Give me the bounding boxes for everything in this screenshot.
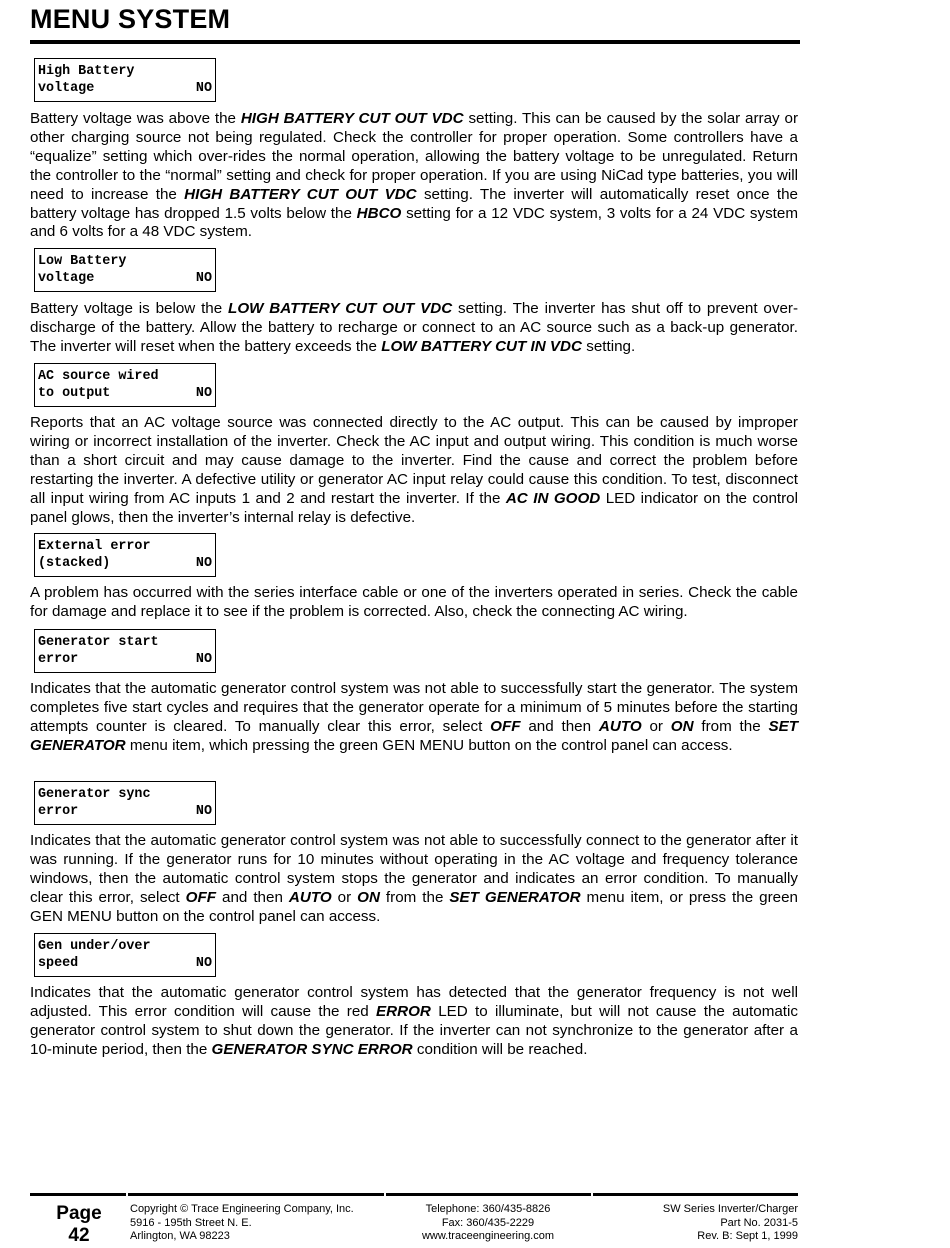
footer-copyright: Copyright © Trace Engineering Company, Inc. [130,1203,354,1215]
footer-company-info [130,1203,380,1244]
lcd-line-1: Low Battery [38,254,127,269]
paragraph-low-battery: Battery voltage is below the LOW BATTERY CUT OUT VDC setting. The inverter has shut off to prevent over-discharge of the battery. Allow the battery to recharge or connect to an AC source such as a back-up generator. The inverter will reset when the battery exceeds the LOW BATTERY CUT IN VDC setting. [30,300,798,355]
emphasized-term: LOW BATTERY CUT OUT VDC [228,300,453,317]
lcd-line-2-value: NO [195,956,212,971]
lcd-line-2-label: speed [38,956,79,971]
lcd-display-ac-source-wired [34,363,216,407]
lcd-display-external-error [34,533,216,577]
lcd-line-1: Gen under/over [38,939,151,954]
lcd-display-gen-under-over [34,933,216,977]
footer-revision: Rev. B: Sept 1, 1999 [697,1230,798,1242]
emphasized-term: LOW BATTERY CUT IN VDC [381,337,582,355]
lcd-line-1: Generator start [38,635,159,650]
lcd-display-generator-start [34,629,216,673]
emphasized-term: AUTO [288,888,332,906]
lcd-line-1: Generator sync [38,787,151,802]
footer-address-line-1: 5916 - 195th Street N. E. [130,1216,252,1229]
lcd-display-high-battery [34,58,216,102]
footer-rule-segment [386,1193,591,1196]
emphasized-term: HIGH BATTERY CUT OUT VDC [184,185,417,203]
footer-part-number: Part No. 2031-5 [720,1216,798,1229]
footer-address-line-2: Arlington, WA 98223 [130,1230,230,1242]
emphasized-term: SET GENERATOR [449,888,581,906]
footer-telephone: Telephone: 360/435-8826 [425,1203,551,1215]
emphasized-term: HBCO [356,204,402,222]
paragraph-ac-source-wired: Reports that an AC voltage source was connected directly to the AC output. This can be caused by improper wiring or incorrect installation of the inverter. Check the AC input and output wiring. This condition is much worse than a short circuit and may cause damage to the inverter. Find the cause and correct the problem before restarting the inverter. A defective utility or generator AC input relay could cause this condition. To test, disconnect all input wiring from AC inputs 1 and 2 and restart the inverter. If the AC IN GOOD LED indicator on the control panel glows, then the inverter’s internal relay is defective. [30,414,798,526]
emphasized-term: ERROR [376,1002,431,1020]
page-title: MENU SYSTEM [30,4,231,34]
paragraph-generator-sync: Indicates that the automatic generator control system was not able to successfully connect to the generator after it was running. If the generator runs for 10 minutes without operating in the AC voltage and frequency tolerance windows, then the automatic control system stops the generator and indicates an error condition. To manually clear this error, select OFF and then AUTO or ON from the SET GENERATOR menu item, or press the green GEN MENU button on the control panel can access. [30,832,798,925]
title-rule [30,40,800,44]
paragraph-generator-start: Indicates that the automatic generator control system was not able to successfully start the generator. The system completes five start cycles and requires that the generator operate for a minimum of 5 minutes before the starting attempts counter is cleared. To manually clear this error, select OFF and then AUTO or ON from the SET GENERATOR menu item, which pressing the green GEN MENU button on the control panel can access. [30,680,798,754]
lcd-line-2-label: error [38,804,79,819]
emphasized-term: OFF [185,888,217,906]
footer-rule-segment [128,1193,384,1196]
footer-website: www.traceengineering.com [421,1230,555,1242]
lcd-line-2-value: NO [195,81,212,96]
paragraph-high-battery: Battery voltage was above the HIGH BATTERY CUT OUT VDC setting. This can be caused by the solar array or other charging source not being regulated. Check the controller for proper operation. Some controllers have a “equalize” setting which over-rides the normal operation, allowing the battery voltage to be unregulated. Return the controller to the “normal” setting and check for proper operation. If you are using NiCad type batteries, you will need to increase the HIGH BATTERY CUT OUT VDC setting. The inverter will automatically reset once the battery voltage has dropped 1.5 volts below the HBCO setting for a 12 VDC system, 3 volts for a 24 VDC system and 6 volts for a 48 VDC system. [30,110,799,241]
footer-product-name: SW Series Inverter/Charger [662,1203,798,1215]
lcd-line-2-label: (stacked) [38,556,111,571]
footer-rule-segment [593,1193,798,1196]
footer-page-number: 42 [68,1225,90,1246]
lcd-display-generator-sync [34,781,216,825]
emphasized-term: AC IN GOOD [505,489,601,507]
footer-page-label: Page [56,1203,102,1224]
lcd-line-1: High Battery [38,64,135,79]
lcd-display-low-battery [34,248,216,292]
lcd-line-2-value: NO [195,271,212,286]
paragraph-gen-under-over: Indicates that the automatic generator control system has detected that the generator frequency is not well adjusted. This error condition will cause the red ERROR LED to illuminate, but will not cause the automatic generator control system to shut down the generator. If the inverter can not synchronize to the generator after a 10-minute period, then the GENERATOR SYNC ERROR condition will be reached. [30,984,798,1058]
lcd-line-2-value: NO [195,804,212,819]
emphasized-term: HIGH BATTERY CUT OUT VDC [240,110,464,127]
lcd-line-1: External error [38,539,151,554]
emphasized-term: AUTO [598,717,642,735]
emphasized-term: GENERATOR SYNC ERROR [211,1040,413,1058]
lcd-line-2-label: to output [38,386,111,401]
footer-fax: Fax: 360/435-2229 [441,1216,535,1229]
lcd-line-2-value: NO [195,652,212,667]
lcd-line-2-label: voltage [38,81,95,96]
emphasized-term: ON [357,888,380,906]
lcd-line-1: AC source wired [38,369,159,384]
emphasized-term: OFF [490,717,521,735]
footer-product-info [596,1203,798,1244]
footer-rule-segment [30,1193,126,1196]
paragraph-external-error: A problem has occurred with the series interface cable or one of the inverters operated in series. Check the cable for damage and replace it to see if the problem is corrected. Also, check the connecting AC wiring. [30,584,798,620]
footer-page-number-block [44,1203,114,1247]
emphasized-term: SET GENERATOR [30,717,798,754]
lcd-line-2-value: NO [195,386,212,401]
footer-contact-info [388,1203,588,1244]
lcd-line-2-value: NO [195,556,212,571]
emphasized-term: ON [670,717,694,735]
lcd-line-2-label: error [38,652,79,667]
lcd-line-2-label: voltage [38,271,95,286]
